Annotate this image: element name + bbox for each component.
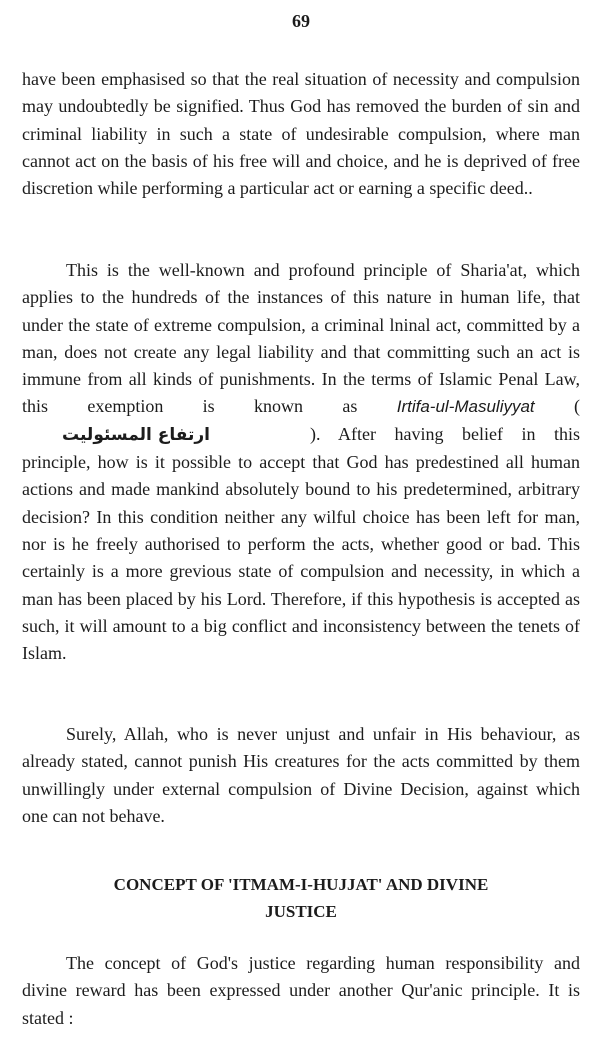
section-heading-line-1: CONCEPT OF 'ITMAM-I-HUJJAT' AND DIVINE xyxy=(113,875,489,894)
book-page xyxy=(22,0,580,1045)
arabic-term: ارتفاع المسئوليت xyxy=(62,424,210,445)
paragraph-compulsion-continued: have been emphasised so that the real situation of necessity and compulsion may undoubtedly be signified. Thus God has removed the burden of sin and criminal liability in such a state of undesirable compulsion, where man cannot act on the basis of his free will and choice, and he is deprived of free discretion while performing a particular act or earning a specific deed.. xyxy=(22,69,580,199)
open-parenthesis: ( xyxy=(534,396,580,417)
term-irtifa-ul-masuliyyat: Irtifa-ul-Masuliyyat xyxy=(396,397,535,417)
paragraph-quranic-principle: The concept of God's justice regarding human responsibility and divine reward has been expressed under another Qur'anic principle. It is stated : xyxy=(22,953,580,1028)
page-number: 69 xyxy=(292,11,310,31)
paragraph-shariaat-principle xyxy=(22,257,580,667)
paragraph-text-before-term: This is the well-known and profound principle of Sharia'at, which applies to the hundreds of the instances of this nature in human life, that under the state of extreme compulsion, a criminal lninal act, committed by a man, does not create any legal liability and that committing such an act is immune from all kinds of punishments. In the terms of Islamic Penal Law, this exemption is known as xyxy=(22,260,580,417)
section-heading xyxy=(22,871,580,925)
paragraph-text-after-term: ). After having belief in this principle, how is it possible to accept that God has predestined all human actions and made mankind absolutely bound to his predetermined, arbitrary decision? In this condition neither any wilful choice has been left for man, nor is he freely authorised to perform the acts, whether good or bad. This certainly is a more grevious state of compulsion and necessity, in which a man has been placed by his Lord. Therefore, if this hypothesis is accepted as such, it will amount to a big conflict and inconsistency between the tenets of Islam. xyxy=(22,423,580,664)
section-heading-line-2: JUSTICE xyxy=(265,902,337,921)
paragraph-allah-justice: Surely, Allah, who is never unjust and unfair in His behaviour, as already stated, cannot punish His creatures for the acts committed by them unwillingly under external compulsion of Divine Decision, against which one can not behave. xyxy=(22,724,580,826)
